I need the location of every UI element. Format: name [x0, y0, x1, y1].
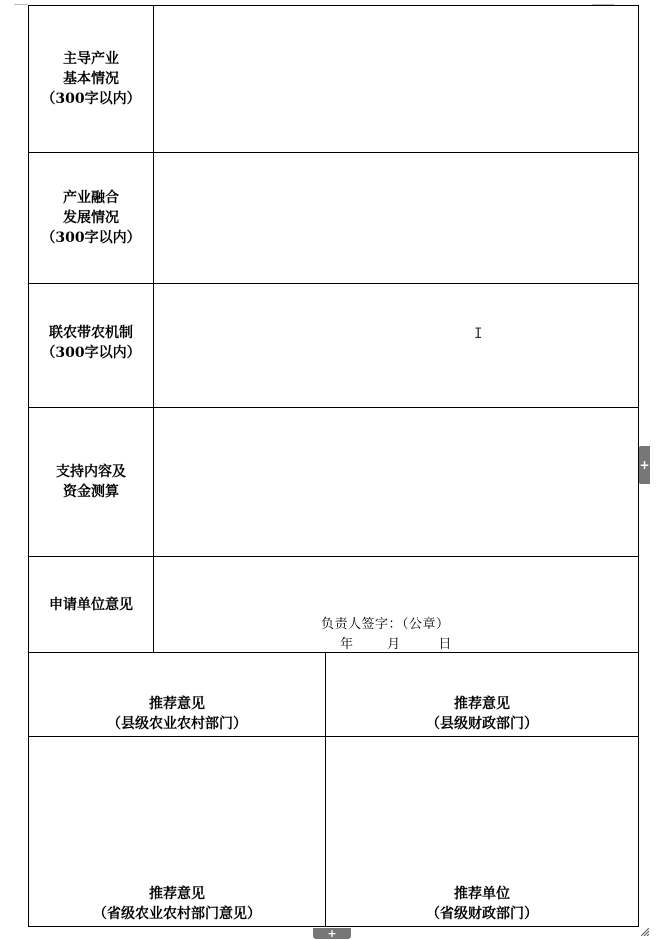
form-row-main-industry	[29, 6, 639, 153]
province-finance-recommendation-cell[interactable]	[326, 737, 639, 927]
form-row-industry-integration	[29, 153, 639, 284]
label-line: （300字以内）	[41, 345, 141, 361]
label-line: （300字以内）	[41, 91, 141, 107]
form-row-support-content	[29, 408, 639, 557]
date-year: 年	[340, 637, 354, 652]
row-label	[29, 557, 154, 653]
form-row-province-recommendation	[29, 737, 639, 927]
province-agriculture-recommendation-cell[interactable]	[29, 737, 326, 927]
plus-icon: +	[639, 458, 650, 472]
label-line: 基本情况	[63, 71, 119, 87]
rec-line: （县级财政部门）	[426, 716, 538, 732]
farmer-linkage-input-cell[interactable]	[154, 284, 639, 408]
industry-integration-input-cell[interactable]	[154, 153, 639, 284]
application-form-table	[28, 5, 639, 927]
form-row-farmer-linkage	[29, 284, 639, 408]
label-line: （300字以内）	[41, 230, 141, 246]
rec-line: （省级财政部门）	[426, 906, 538, 922]
rec-line: 推荐意见	[149, 696, 205, 712]
page-corner-mark	[14, 4, 28, 5]
plus-icon: +	[327, 927, 337, 940]
label-line: 发展情况	[63, 210, 119, 226]
date-line	[154, 633, 638, 652]
label-line: 资金测算	[63, 484, 119, 500]
add-column-handle[interactable]	[639, 446, 650, 484]
main-industry-input-cell[interactable]	[154, 6, 639, 153]
label-line: 申请单位意见	[49, 596, 133, 613]
rec-line: 推荐意见	[454, 696, 510, 712]
row-label	[29, 408, 154, 557]
row-label	[29, 6, 154, 153]
county-agriculture-recommendation-cell[interactable]	[29, 653, 326, 737]
rec-line: 推荐单位	[454, 886, 510, 902]
text-cursor-icon: I	[474, 326, 483, 342]
rec-line: （省级农业农村部门意见）	[93, 906, 261, 922]
label-line: 主导产业	[63, 51, 119, 67]
applicant-opinion-input-cell[interactable]	[154, 557, 639, 653]
rec-line: 推荐意见	[149, 886, 205, 902]
add-row-handle[interactable]	[313, 928, 351, 939]
support-content-input-cell[interactable]	[154, 408, 639, 557]
row-label	[29, 153, 154, 284]
county-finance-recommendation-cell[interactable]	[326, 653, 639, 737]
date-day: 日	[438, 637, 452, 652]
date-month: 月	[387, 637, 401, 652]
label-line: 产业融合	[63, 190, 119, 206]
label-line: 支持内容及	[56, 464, 126, 480]
row-label	[29, 284, 154, 408]
table-resize-icon[interactable]	[641, 928, 649, 936]
form-row-applicant-opinion	[29, 557, 639, 653]
label-line: 联农带农机制	[49, 325, 133, 341]
rec-line: （县级农业农村部门）	[107, 716, 247, 732]
form-row-county-recommendation	[29, 653, 639, 737]
signature-line: 负责人签字：（公章）	[321, 617, 450, 632]
